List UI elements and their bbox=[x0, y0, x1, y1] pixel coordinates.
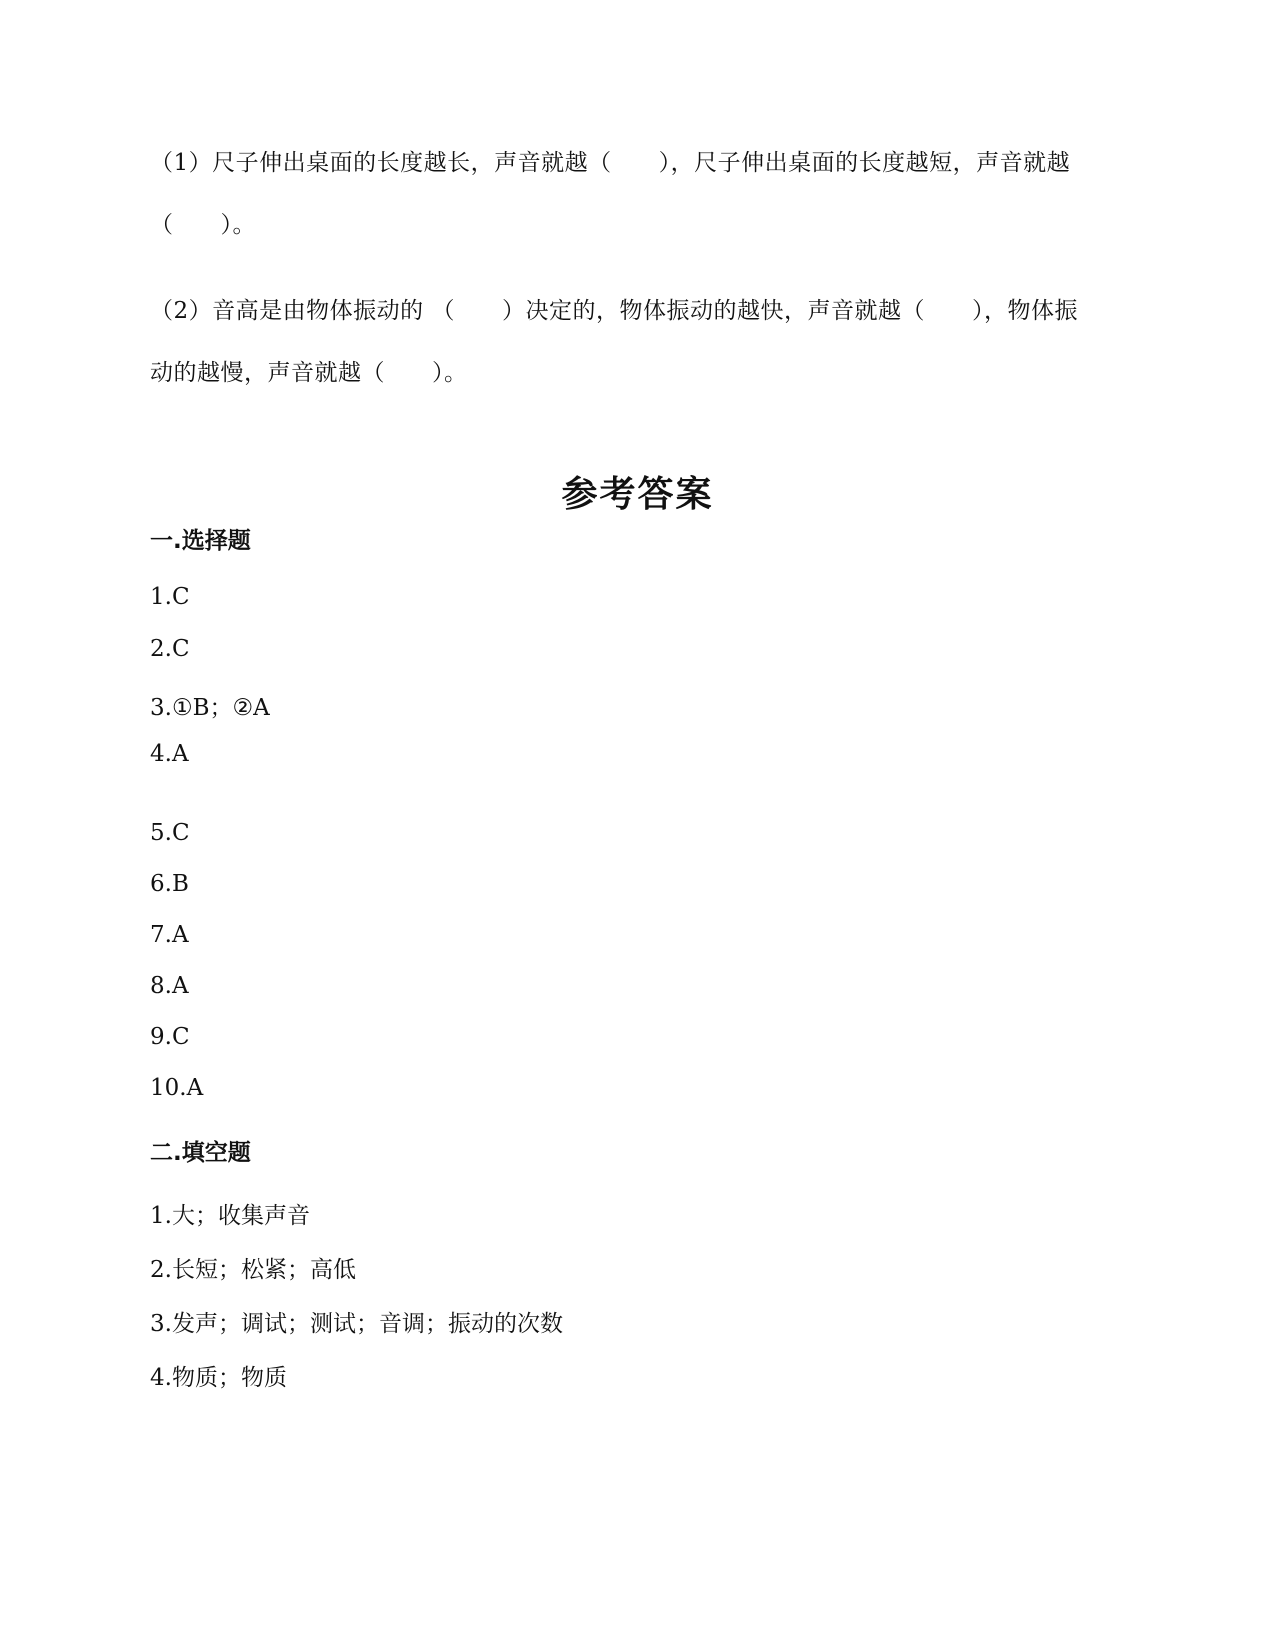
answer-key-title: 参考答案 bbox=[561, 474, 714, 515]
choice-answer: 2.C bbox=[150, 636, 190, 662]
choice-answer: 10.A bbox=[150, 1075, 204, 1101]
choice-answer: 6.B bbox=[150, 871, 189, 897]
fill-answer: 4.物质；物质 bbox=[150, 1365, 287, 1391]
fill-answer: 2.长短；松紧；高低 bbox=[150, 1257, 356, 1283]
choice-answer: 4.A bbox=[150, 741, 189, 767]
question-2-line-2: 动的越慢，声音就越（ ）。 bbox=[150, 360, 468, 386]
choice-answer: 9.C bbox=[150, 1024, 190, 1050]
section-heading-fill-in-blank: 二.填空题 bbox=[150, 1140, 251, 1166]
question-1-line-2: （ ）。 bbox=[150, 212, 256, 238]
choice-answer: 5.C bbox=[150, 820, 190, 846]
choice-answer: 8.A bbox=[150, 973, 189, 999]
choice-answer: 1.C bbox=[150, 584, 190, 610]
choice-answer: 7.A bbox=[150, 922, 189, 948]
fill-answer: 3.发声；调试；测试；音调；振动的次数 bbox=[150, 1311, 563, 1337]
choice-answer: 3.①B；②A bbox=[150, 695, 270, 721]
question-1-line-1: （1）尺子伸出桌面的长度越长，声音就越（ ），尺子伸出桌面的长度越短，声音就越 bbox=[150, 150, 1071, 176]
question-2-line-1: （2）音高是由物体振动的 （ ）决定的，物体振动的越快，声音就越（ ），物体振 bbox=[150, 298, 1078, 324]
fill-answer: 1.大；收集声音 bbox=[150, 1203, 310, 1229]
section-heading-multiple-choice: 一.选择题 bbox=[150, 528, 251, 554]
